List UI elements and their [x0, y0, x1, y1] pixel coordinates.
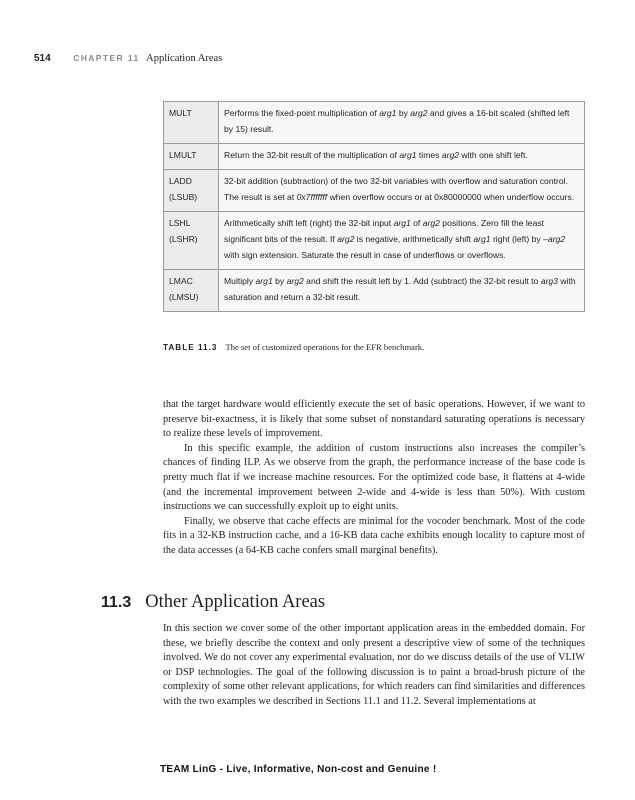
table-row: [164, 170, 585, 212]
table-caption-label: TABLE 11.3: [163, 343, 218, 352]
chapter-label: CHAPTER 11: [73, 53, 140, 63]
footer-watermark: TEAM LinG - Live, Informative, Non-cost and Genuine !: [160, 764, 437, 775]
operations-table: [163, 101, 585, 312]
operation-description: Arithmetically shift left (right) the 32-bit input arg1 of arg2 positions. Zero fill the least significant bits of the result. If arg2 is negative, arithmetically shift arg1 right (left) by –arg2 with sign extension. Saturate the result in case of underflows or overflows.: [219, 212, 585, 270]
operation-name: (LSUB): [169, 192, 198, 202]
operand-name: arg2: [422, 218, 440, 228]
operation-name: (LSHR): [169, 234, 198, 244]
operation-description: 32-bit addition (subtraction) of the two 32-bit variables with overflow and saturation control. The result is set at 0x7fffffff when overflow occurs or at 0x80000000 when underflow occurs.: [219, 170, 585, 212]
body-text: [163, 398, 585, 559]
operand-name: arg2: [441, 150, 460, 160]
table-row: [164, 102, 585, 144]
operation-name: LMAC: [169, 276, 193, 286]
operation-name-cell: [164, 102, 219, 144]
operand-name: arg3: [540, 276, 558, 286]
operation-name: LADD: [169, 176, 192, 186]
operand-name: 0x7fffffff: [296, 192, 328, 202]
operations-table-body: [164, 102, 585, 312]
operand-name: arg2: [286, 276, 304, 286]
operation-name-cell: [164, 144, 219, 170]
operand-name: arg2: [547, 234, 566, 244]
operation-name-cell: [164, 170, 219, 212]
section-number: 11.3: [101, 594, 132, 611]
operand-name: arg2: [410, 108, 428, 118]
body-paragraph: Finally, we observe that cache effects are minimal for the vocoder benchmark. Most of the code fits in a 32-KB instruction cache, and a 16-KB data cache exhibits enough locality to capture most of the data accesses (a 64-KB cache confers small marginal benefits).: [163, 515, 585, 556]
operation-name: (LMSU): [169, 292, 199, 302]
table-caption-text: The set of customized operations for the EFR benchmark.: [225, 342, 425, 352]
table-row: [164, 270, 585, 312]
body-paragraph: In this specific example, the addition of custom instructions also increases the compiler’s chances of finding ILP. As we observe from the graph, the performance increase of the base code is pretty much flat if we increase machine resources. For the optimized code base, it flattens at 4-wide (and the incremental improvement between 2-wide and 4-wide is less than 50%). With custom instructions we can successfully exploit up to eight units.: [163, 442, 585, 513]
chapter-title: Application Areas: [146, 53, 223, 64]
page-number: 514: [34, 53, 51, 64]
running-head: [34, 53, 222, 64]
section-paragraph: In this section we cover some of the other important application areas in the embedded domain. For these, we briefly describe the context and only present a descriptive view of some of the techniques involved. We do not cover any experimental evaluation, nor do we discuss details of the use of VLIW or DSP technologies. The goal of the following discussion is to paint a broad-brush picture of the complexity of some other relevant applications, for which readers can find similarities and differences with the two examples we described in Sections 11.1 and 11.2. Several implementations at: [163, 623, 585, 707]
operation-description: Performs the fixed-point multiplication of arg1 by arg2 and gives a 16-bit scaled (shifted left by 15) result.: [219, 102, 585, 144]
operation-name-cell: [164, 212, 219, 270]
operation-name: LMULT: [169, 150, 197, 160]
section-body: [163, 622, 585, 710]
section-heading: [101, 592, 325, 613]
body-paragraph: that the target hardware would efficiently execute the set of basic operations. However, if we want to preserve bit-exactness, it is likely that some subset of nonstandard saturating operations is necessary to realize these levels of improvement.: [163, 399, 585, 440]
operation-description: Multiply arg1 by arg2 and shift the result left by 1. Add (subtract) the 32-bit result to arg3 with saturation and return a 32-bit result.: [219, 270, 585, 312]
table-row: [164, 144, 585, 170]
operand-name: arg2: [337, 234, 355, 244]
operand-name: arg1: [379, 108, 397, 118]
operation-description: Return the 32-bit result of the multiplication of arg1 times arg2 with one shift left.: [219, 144, 585, 170]
operation-name: LSHL: [169, 218, 191, 228]
table-row: [164, 212, 585, 270]
table-caption: [163, 342, 585, 352]
operand-name: arg1: [473, 234, 491, 244]
operation-name: MULT: [169, 108, 192, 118]
operation-name-cell: [164, 270, 219, 312]
operand-name: arg1: [399, 150, 417, 160]
operand-name: arg1: [393, 218, 411, 228]
section-title: Other Application Areas: [145, 592, 326, 612]
operand-name: arg1: [255, 276, 273, 286]
